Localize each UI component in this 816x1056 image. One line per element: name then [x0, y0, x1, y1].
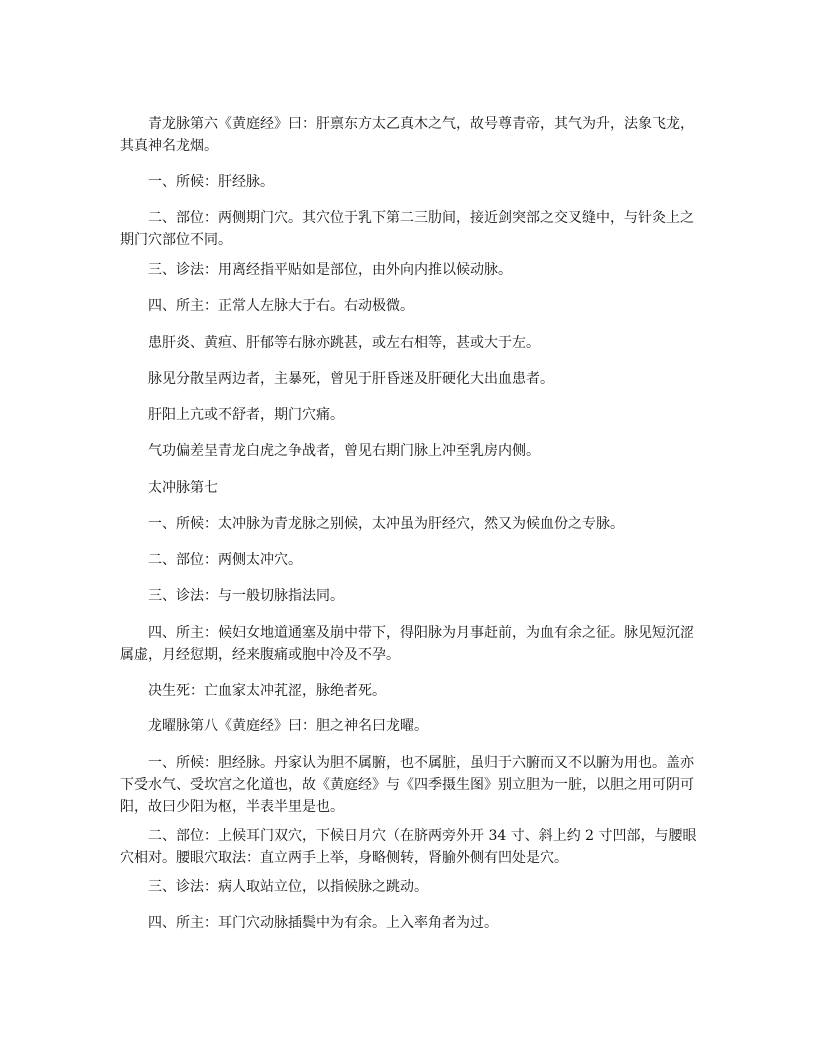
paragraph: 一、所候：胆经脉。丹家认为胆不属腑，也不属脏，虽归于六腑而又不以腑为用也。盖亦下受水气、受坎宫之化道也，故《黄庭经》与《四季摄生图》别立胆为一脏，以胆之用可阴可阳，故曰少阳为枢，半表半里是也。: [120, 755, 694, 815]
section-heading-taichong: 太冲脉第七: [148, 480, 218, 496]
paragraph-longyao-title: 龙曜脉第八《黄庭经》曰：胆之神名曰龙曜。: [148, 718, 428, 734]
paragraph: 四、所主：耳门穴动脉插鬓中为有余。上入率角者为过。: [148, 915, 498, 931]
paragraph: 一、所候：肝经脉。: [148, 174, 274, 190]
paragraph-qinglong-title: 青龙脉第六《黄庭经》曰：肝禀东方太乙真木之气，故号尊青帝，其气为升，法象飞龙，其真神名龙烟。: [120, 116, 694, 154]
paragraph: 三、诊法：与一般切脉指法同。: [148, 588, 344, 604]
paragraph: 四、所主：候妇女地道通塞及崩中带下，得阳脉为月事赶前，为血有余之征。脉见短沉涩属虚，月经愆期，经来腹痛或胞中冷及不孕。: [120, 625, 694, 663]
paragraph: 肝阳上亢或不舒者，期门穴痛。: [148, 407, 344, 423]
paragraph: 患肝炎、黄疸、肝郁等右脉亦跳甚，或左右相等，甚或大于左。: [148, 335, 540, 351]
paragraph: 一、所候：太冲脉为青龙脉之别候，太冲虽为肝经穴，然又为候血份之专脉。: [148, 516, 624, 532]
paragraph: 三、诊法：用离经指平贴如是部位，由外向内推以候动脉。: [148, 262, 512, 278]
paragraph: 决生死：亡血家太冲芤涩，脉绝者死。: [148, 683, 386, 699]
paragraph: 二、部位：上候耳门双穴，下候日月穴（在脐两旁外开 34 寸、斜上约 2 寸凹部，与腰眼穴相对。腰眼穴取法：直立两手上举，身略侧转，肾腧外侧有凹处是穴。: [120, 828, 697, 866]
paragraph: 二、部位：两侧期门穴。其穴位于乳下第二三肋间，接近剑突部之交叉缝中，与针灸上之期门穴部位不同。: [120, 210, 694, 248]
paragraph: 四、所主：正常人左脉大于右。右动极微。: [148, 298, 414, 314]
paragraph: 三、诊法：病人取站立位，以指候脉之跳动。: [148, 879, 428, 895]
paragraph: 二、部位：两侧太冲穴。: [148, 552, 302, 568]
paragraph: 气功偏差呈青龙白虎之争战者，曾见右期门脉上冲至乳房内侧。: [148, 443, 540, 459]
paragraph: 脉见分散呈两边者，主暴死，曾见于肝昏迷及肝硬化大出血患者。: [148, 371, 554, 387]
